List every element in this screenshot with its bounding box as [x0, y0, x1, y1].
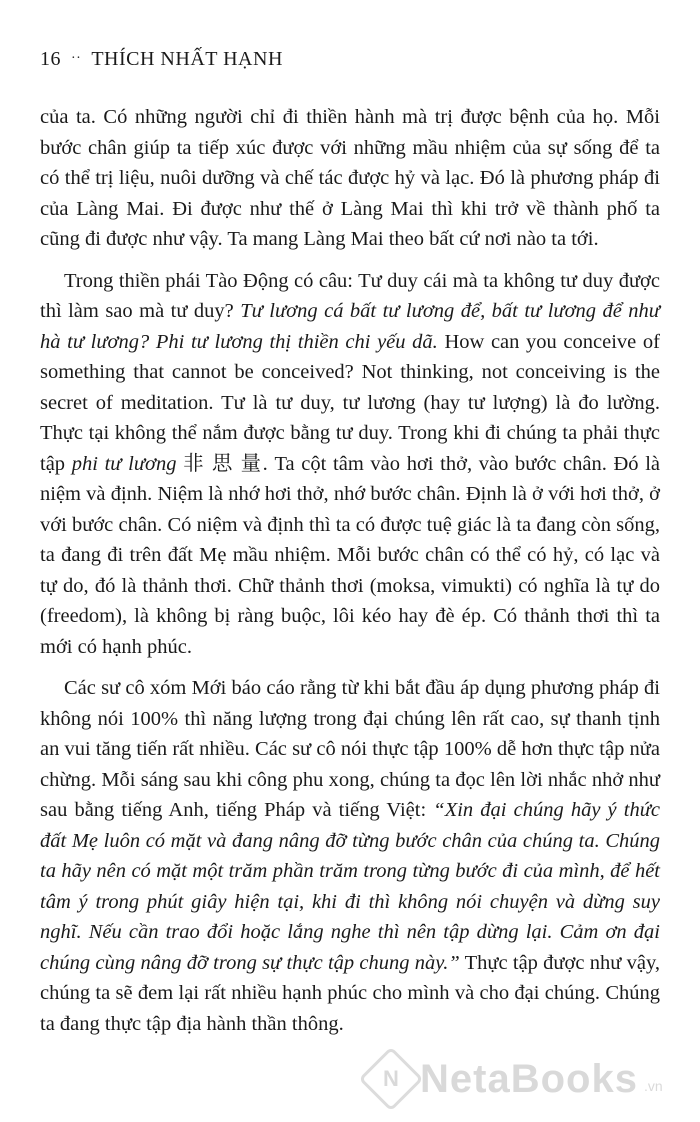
paragraph-1-text: của ta. Có những người chỉ đi thiền hành mà trị được bệnh của họ. Mỗi bước chân giúp ta tiếp xúc được với những mầu nhiệm của sự sống để ta có thể trị liệu, nuôi dưỡng và chế tác được hỷ và lạc. Đó là phương pháp đi của Làng Mai. Đi được như thế ở Làng Mai thì khi trở về thành phố ta cũng đi được như vậy. Ta mang Làng Mai theo bất cứ nơi nào ta tới. [40, 106, 660, 250]
watermark-brand: NetaBooks [420, 1056, 638, 1101]
paragraph-2 [40, 266, 660, 663]
author-title: THÍCH NHẤT HẠNH [91, 47, 283, 70]
page-number: 16 [40, 47, 61, 70]
paragraph-2-italic-term: phi tư lương [71, 452, 177, 475]
paragraph-2-part-b: How can you conceive of something that cannot be conceived? Not thinking, not conceiving is the secret of meditation. Tư là tư duy, tư lương (hay tư lượng) là đo lường. Thực tại không thể nắm được bằng tư duy. Trong khi đi chúng ta phải thực tập [40, 330, 660, 475]
paragraph-1 [40, 102, 660, 255]
paragraph-3-italic-quote: “Xin đại chúng hãy ý thức đất Mẹ luôn có mặt và đang nâng đỡ từng bước chân của chúng ta. Chúng ta hãy nên có mặt một trăm phần trăm trong từng bước đi của mình, để hết tâm ý trong phút giây hiện tại, khi đi thì không nói chuyện và dừng suy nghĩ. Nếu cần trao đổi hoặc lắng nghe thì nên tập dừng lại. Cảm ơn đại chúng cùng nâng đỡ trong sự thực tập chung này.” [40, 799, 660, 974]
paragraph-2-han-characters: 非 思 量 [176, 452, 263, 475]
body-text [40, 102, 660, 1039]
paragraph-2-part-a: Trong thiền phái Tào Động có câu: Tư duy cái mà ta không tư duy được thì làm sao mà tư duy? [40, 269, 660, 322]
paragraph-3 [40, 673, 660, 1039]
logo-letter: N [383, 1065, 399, 1091]
netabooks-logo-icon [358, 1046, 423, 1111]
header-separator: ·· [71, 51, 82, 66]
running-head [40, 44, 660, 74]
paragraph-3-part-b: Thực tập được như vậy, chúng ta sẽ đem lại rất nhiều hạnh phúc cho mình và cho đại chúng. Chúng ta đang thực tập địa hành thần thông. [40, 951, 660, 1035]
book-page [40, 44, 660, 1050]
netabooks-watermark [368, 1056, 663, 1102]
paragraph-3-part-a: Các sư cô xóm Mới báo cáo rằng từ khi bắt đầu áp dụng phương pháp đi không nói 100% thì năng lượng trong đại chúng lên rất cao, sự thanh tịnh an vui tăng tiến rất nhiều. Các sư cô nói thực tập 100% dễ hơn thực tập nửa chừng. Mỗi sáng sau khi công phu xong, chúng ta đọc lên lời nhắc nhở như sau bằng tiếng Anh, tiếng Pháp và tiếng Việt: [40, 677, 660, 821]
paragraph-2-part-c: . Ta cột tâm vào hơi thở, vào bước chân. Đó là niệm và định. Niệm là nhớ hơi thở, nhớ bước chân. Định là ở với hơi thở, ở với bước chân. Có niệm và định thì ta có được tuệ giác là ta đang còn sống, ta đang đi trên đất Mẹ mầu nhiệm. Mỗi bước chân có thể có hỷ, có lạc và tự do, đó là thảnh thơi. Chữ thảnh thơi (moksa, vimukti) có nghĩa là tự do (freedom), là không bị ràng buộc, lôi kéo hay đè ép. Có thảnh thơi thì ta mới có hạnh phúc. [40, 452, 661, 658]
paragraph-2-italic-quote: Tư lương cá bất tư lương để, bất tư lương để như hà tư lương? Phi tư lương thị thiền chi yếu dã. [40, 300, 660, 353]
watermark-tld: .vn [643, 1078, 663, 1094]
